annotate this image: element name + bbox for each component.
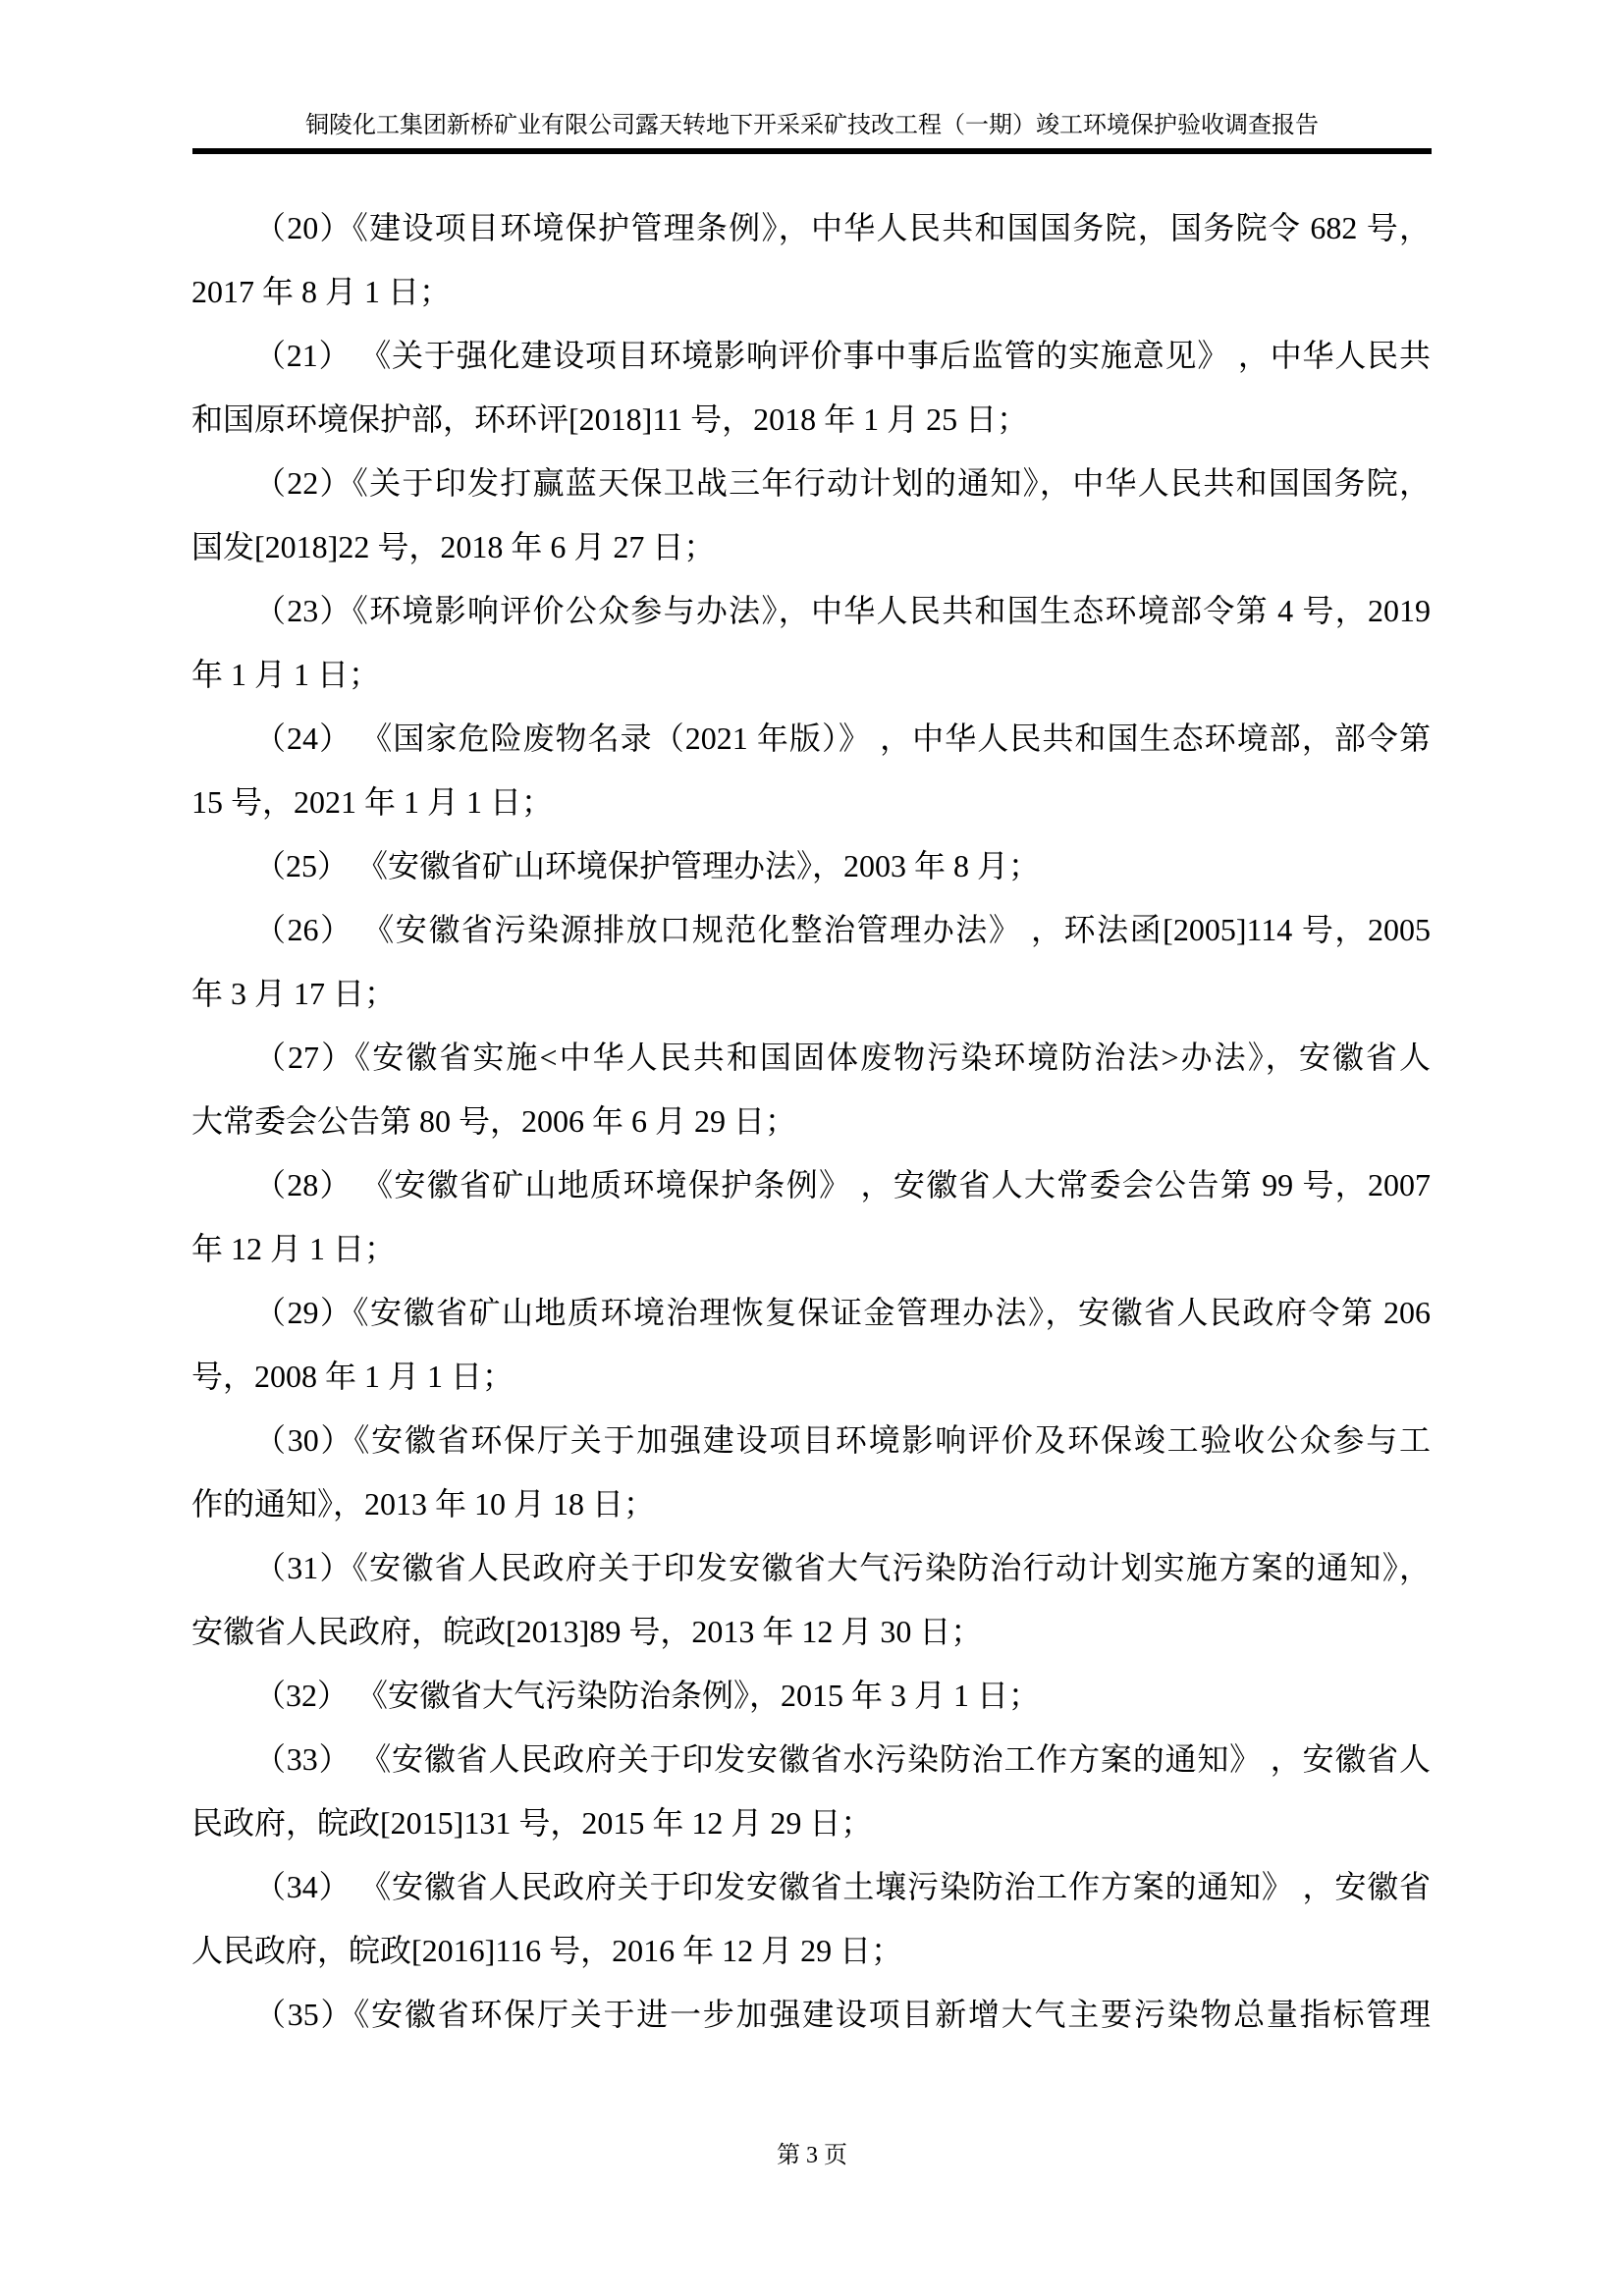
reference-item-31-line-1: （31）《安徽省人民政府关于印发安徽省大气污染防治行动计划实施方案的通知》， xyxy=(254,1550,1431,1585)
reference-item-24-line-1: （24） 《国家危险废物名录（2021 年版）》 ，中华人民共和国生态环境部，部令第 xyxy=(254,721,1431,756)
reference-item-22-line-2: 国发[2018]22 号，2018 年 6 月 27 日； xyxy=(191,529,716,564)
reference-item-22-line-1: （22）《关于印发打赢蓝天保卫战三年行动计划的通知》，中华人民共和国国务院， xyxy=(254,465,1431,501)
reference-item-34-line-1: （34） 《安徽省人民政府关于印发安徽省土壤污染防治工作方案的通知》 ，安徽省 xyxy=(254,1869,1431,1904)
header-rule xyxy=(192,148,1432,154)
reference-item-21-line-1: （21） 《关于强化建设项目环境影响评价事中事后监管的实施意见》 ，中华人民共 xyxy=(254,338,1431,373)
reference-item-32-line-1: （32） 《安徽省大气污染防治条例》，2015 年 3 月 1 日； xyxy=(254,1678,1041,1713)
reference-item-34-line-2: 人民政府，皖政[2016]116 号，2016 年 12 月 29 日； xyxy=(191,1933,903,1968)
reference-item-23-line-2: 年 1 月 1 日； xyxy=(191,657,381,692)
page-footer xyxy=(0,2140,1624,2171)
reference-item-33-line-2: 民政府，皖政[2015]131 号，2015 年 12 月 29 日； xyxy=(191,1805,873,1841)
reference-item-35-line-1: （35）《安徽省环保厅关于进一步加强建设项目新增大气主要污染物总量指标管理 xyxy=(254,1997,1431,2032)
reference-item-20-line-2: 2017 年 8 月 1 日； xyxy=(191,274,452,309)
reference-item-20-line-1: （20）《建设项目环境保护管理条例》，中华人民共和国国务院，国务院令 682 号， xyxy=(254,210,1431,245)
page-header-title: 铜陵化工集团新桥矿业有限公司露天转地下开采采矿技改工程（一期）竣工环境保护验收调查报告 xyxy=(305,113,1319,138)
reference-item-33-line-1: （33） 《安徽省人民政府关于印发安徽省水污染防治工作方案的通知》 ，安徽省人 xyxy=(254,1741,1431,1777)
page-number: 第 3 页 xyxy=(777,2143,847,2168)
reference-item-29-line-2: 号，2008 年 1 月 1 日； xyxy=(191,1359,514,1394)
reference-item-26-line-1: （26） 《安徽省污染源排放口规范化整治管理办法》 ，环法函[2005]114 号，2005 xyxy=(254,912,1431,947)
reference-item-29-line-1: （29）《安徽省矿山地质环境治理恢复保证金管理办法》，安徽省人民政府令第 206 xyxy=(254,1295,1431,1330)
reference-item-28-line-2: 年 12 月 1 日； xyxy=(191,1231,397,1266)
reference-item-25-line-1: （25） 《安徽省矿山环境保护管理办法》，2003 年 8 月； xyxy=(254,848,1041,883)
reference-item-31-line-2: 安徽省人民政府，皖政[2013]89 号，2013 年 12 月 30 日； xyxy=(191,1614,983,1649)
reference-item-27-line-2: 大常委会公告第 80 号，2006 年 6 月 29 日； xyxy=(191,1103,797,1139)
reference-item-30-line-2: 作的通知》，2013 年 10 月 18 日； xyxy=(191,1486,656,1522)
reference-item-28-line-1: （28） 《安徽省矿山地质环境保护条例》 ，安徽省人大常委会公告第 99 号，2007 xyxy=(254,1167,1431,1202)
reference-item-26-line-2: 年 3 月 17 日； xyxy=(191,976,397,1011)
reference-item-21-line-2: 和国原环境保护部，环环评[2018]11 号，2018 年 1 月 25 日； xyxy=(191,401,1029,437)
reference-item-24-line-2: 15 号，2021 年 1 月 1 日； xyxy=(191,784,554,820)
document-body xyxy=(191,196,1431,2047)
reference-item-30-line-1: （30）《安徽省环保厅关于加强建设项目环境影响评价及环保竣工验收公众参与工 xyxy=(254,1422,1431,1458)
reference-item-23-line-1: （23）《环境影响评价公众参与办法》，中华人民共和国生态环境部令第 4 号，2019 xyxy=(254,593,1431,628)
reference-item-27-line-1: （27）《安徽省实施<中华人民共和国固体废物污染环境防治法>办法》，安徽省人 xyxy=(254,1040,1431,1075)
